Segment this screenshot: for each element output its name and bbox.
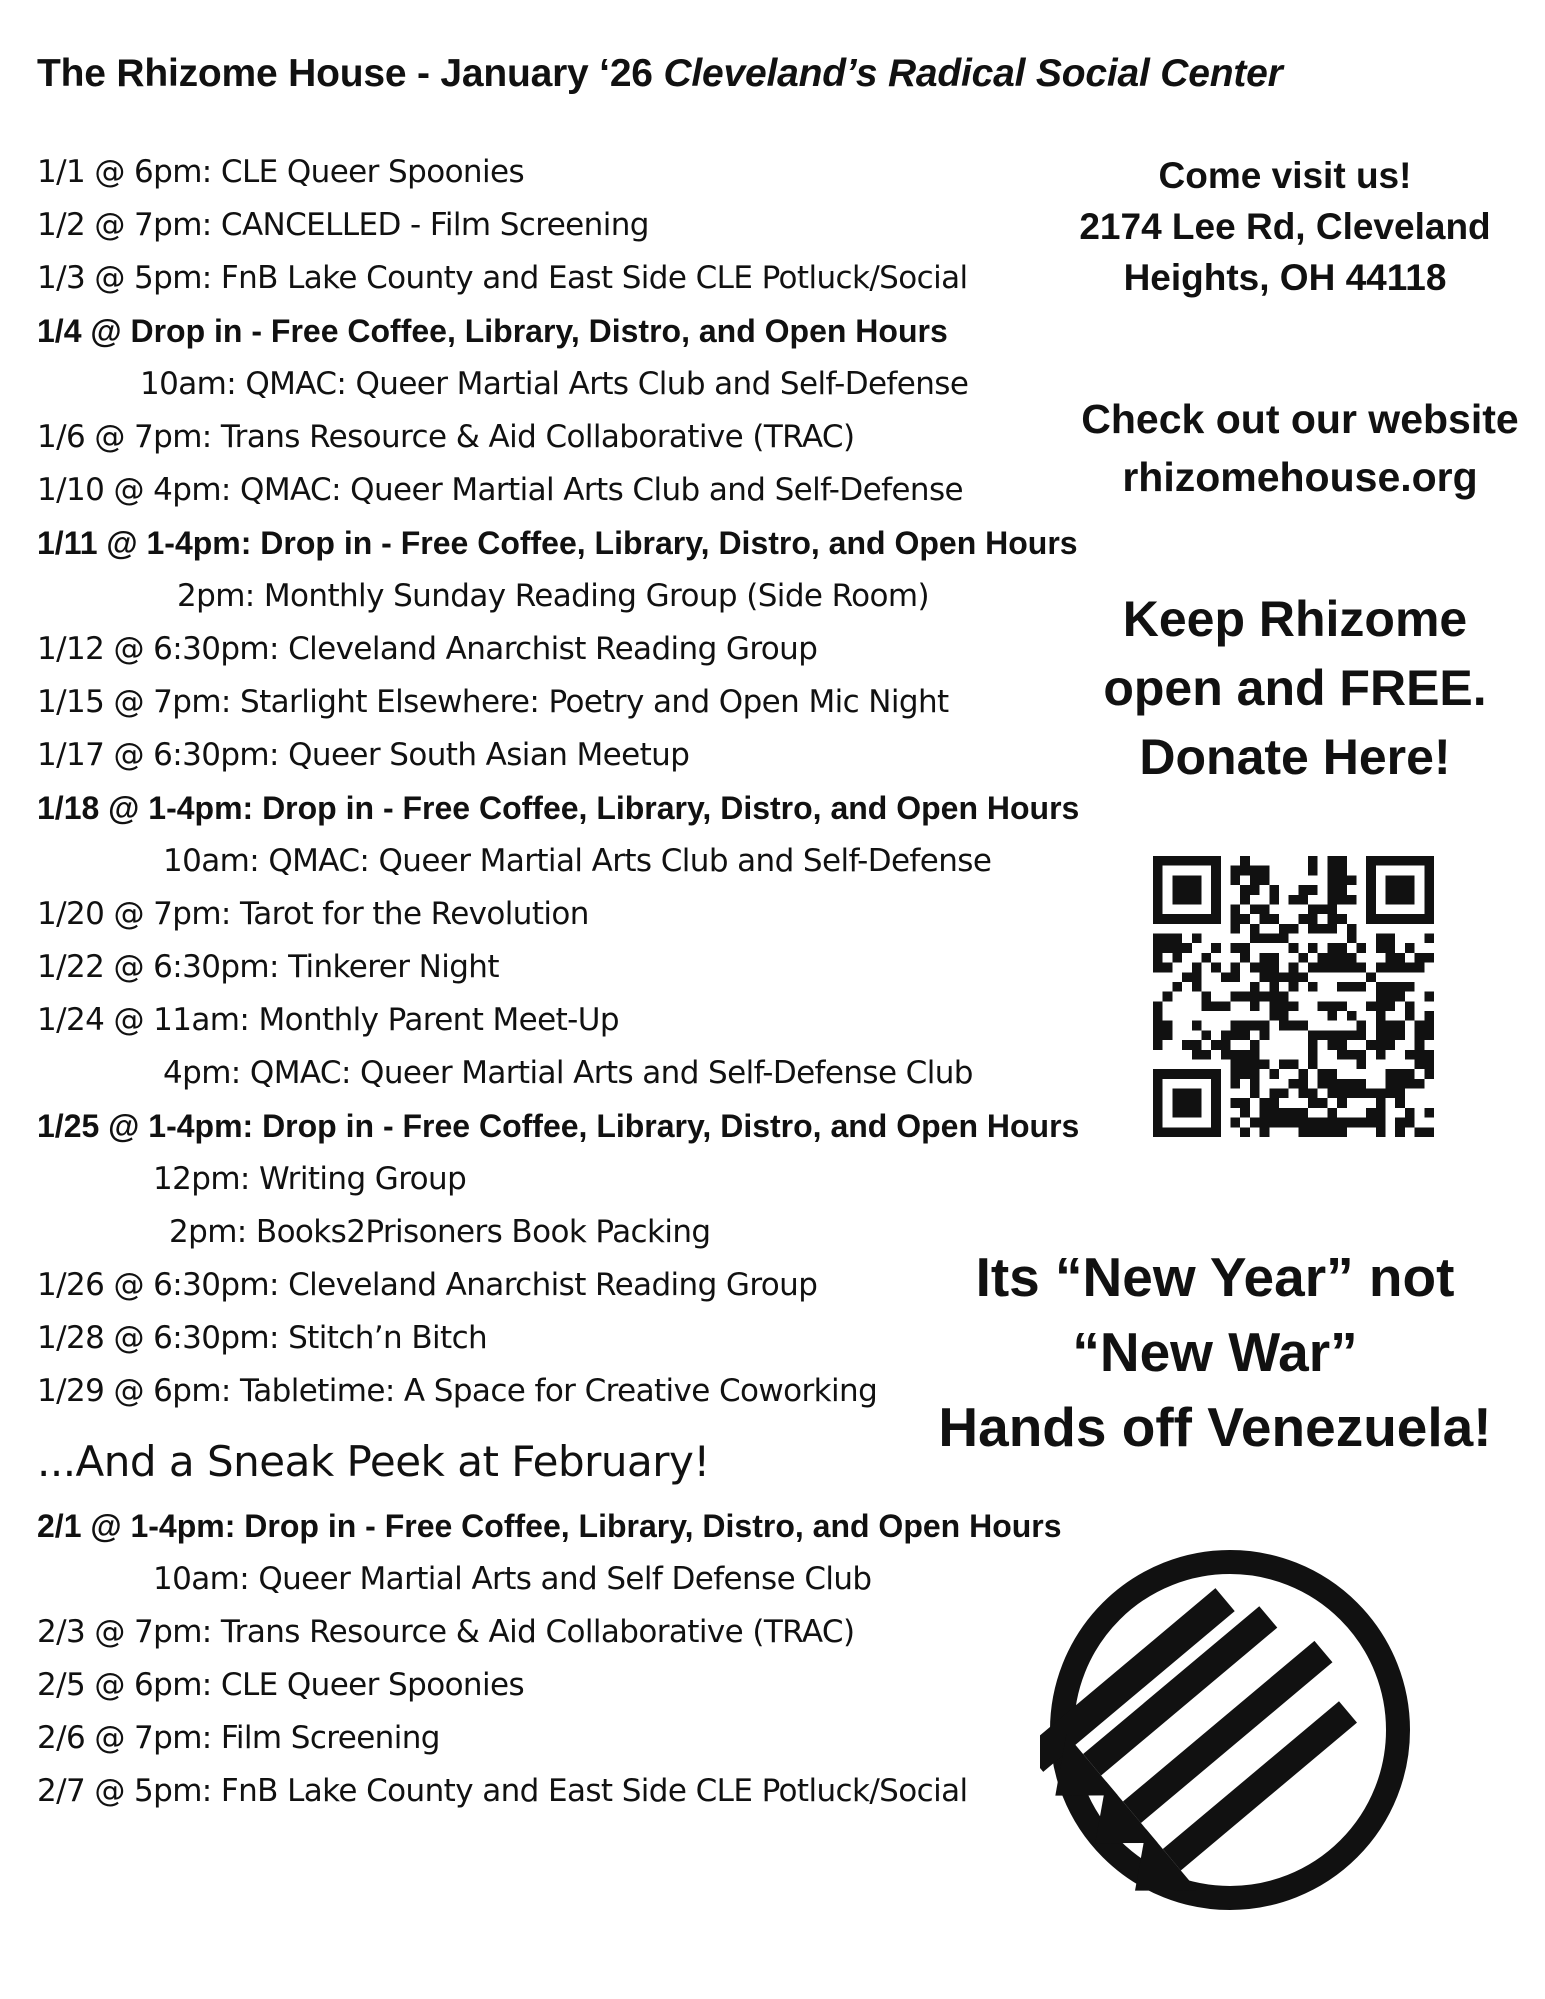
schedule-row: 2/6 @ 7pm: Film Screening	[37, 1720, 440, 1756]
visit-heading: Come visit us!	[1158, 155, 1412, 196]
schedule-row: 10am: QMAC: Queer Martial Arts Club and Self-Defense	[163, 843, 992, 879]
schedule-row: 1/22 @ 6:30pm: Tinkerer Night	[37, 949, 499, 985]
schedule-row: 12pm: Writing Group	[153, 1161, 467, 1197]
website-heading: Check out our website	[1081, 396, 1519, 442]
visit-info	[1045, 150, 1525, 303]
donate-line-3: Donate Here!	[1139, 729, 1451, 785]
slogan	[905, 1240, 1525, 1465]
schedule-row: 10am: QMAC: Queer Martial Arts Club and Self-Defense	[140, 366, 969, 402]
schedule-row-drop-in: 1/11 @ 1-4pm: Drop in - Free Coffee, Library, Distro, and Open Hours	[37, 525, 1078, 561]
slogan-line-1: Its “New Year” not	[975, 1246, 1455, 1308]
schedule-row: 1/29 @ 6pm: Tabletime: A Space for Creative Coworking	[37, 1373, 878, 1409]
schedule-row: 2/5 @ 6pm: CLE Queer Spoonies	[37, 1667, 525, 1703]
schedule-row-drop-in: 1/4 @ Drop in - Free Coffee, Library, Distro, and Open Hours	[37, 313, 948, 349]
schedule-row-drop-in: 1/25 @ 1-4pm: Drop in - Free Coffee, Library, Distro, and Open Hours	[37, 1108, 1080, 1144]
schedule-row: 1/24 @ 11am: Monthly Parent Meet-Up	[37, 1002, 619, 1038]
title-text: The Rhizome House - January ‘26	[37, 52, 653, 95]
address-line-2: Heights, OH 44118	[1123, 257, 1447, 298]
schedule-row: 1/12 @ 6:30pm: Cleveland Anarchist Reading Group	[37, 631, 818, 667]
qr-code-icon[interactable]	[1153, 856, 1434, 1137]
schedule-row: 1/26 @ 6:30pm: Cleveland Anarchist Reading Group	[37, 1267, 818, 1303]
schedule-row: 1/2 @ 7pm: CANCELLED - Film Screening	[37, 207, 649, 243]
slogan-line-2: “New War”	[1072, 1321, 1358, 1383]
schedule-row: 2pm: Monthly Sunday Reading Group (Side Room)	[177, 578, 929, 614]
schedule-row: 1/28 @ 6:30pm: Stitch’n Bitch	[37, 1320, 488, 1356]
page-title	[37, 52, 1283, 96]
event-schedule	[37, 146, 1117, 1818]
three-arrows-icon	[1040, 1540, 1420, 1920]
schedule-row: 1/10 @ 4pm: QMAC: Queer Martial Arts Club and Self-Defense	[37, 472, 963, 508]
schedule-row: 1/6 @ 7pm: Trans Resource & Aid Collaborative (TRAC)	[37, 419, 855, 455]
schedule-row: 4pm: QMAC: Queer Martial Arts and Self-Defense Club	[163, 1055, 973, 1091]
donate-line-1: Keep Rhizome	[1122, 591, 1468, 647]
schedule-row: 2/7 @ 5pm: FnB Lake County and East Side CLE Potluck/Social	[37, 1773, 968, 1809]
schedule-row: 1/3 @ 5pm: FnB Lake County and East Side CLE Potluck/Social	[37, 260, 968, 296]
donate-callout	[1060, 585, 1530, 792]
website-link[interactable]: rhizomehouse.org	[1122, 454, 1478, 500]
website-info	[1050, 390, 1545, 506]
schedule-row: 1/17 @ 6:30pm: Queer South Asian Meetup	[37, 737, 690, 773]
schedule-row: 2/3 @ 7pm: Trans Resource & Aid Collaborative (TRAC)	[37, 1614, 855, 1650]
february-heading: ...And a Sneak Peek at February!	[37, 1437, 710, 1486]
schedule-row: 2pm: Books2Prisoners Book Packing	[169, 1214, 711, 1250]
schedule-row: 10am: Queer Martial Arts and Self Defense Club	[153, 1561, 872, 1597]
donate-line-2: open and FREE.	[1103, 660, 1487, 716]
schedule-row-drop-in: 2/1 @ 1-4pm: Drop in - Free Coffee, Library, Distro, and Open Hours	[37, 1508, 1062, 1544]
schedule-row: 1/20 @ 7pm: Tarot for the Revolution	[37, 896, 589, 932]
schedule-row: 1/1 @ 6pm: CLE Queer Spoonies	[37, 154, 525, 190]
schedule-row-drop-in: 1/18 @ 1-4pm: Drop in - Free Coffee, Library, Distro, and Open Hours	[37, 790, 1080, 826]
title-subtitle: Cleveland’s Radical Social Center	[663, 52, 1283, 95]
slogan-line-3: Hands off Venezuela!	[938, 1396, 1492, 1458]
address-line-1: 2174 Lee Rd, Cleveland	[1079, 206, 1491, 247]
schedule-row: 1/15 @ 7pm: Starlight Elsewhere: Poetry and Open Mic Night	[37, 684, 949, 720]
